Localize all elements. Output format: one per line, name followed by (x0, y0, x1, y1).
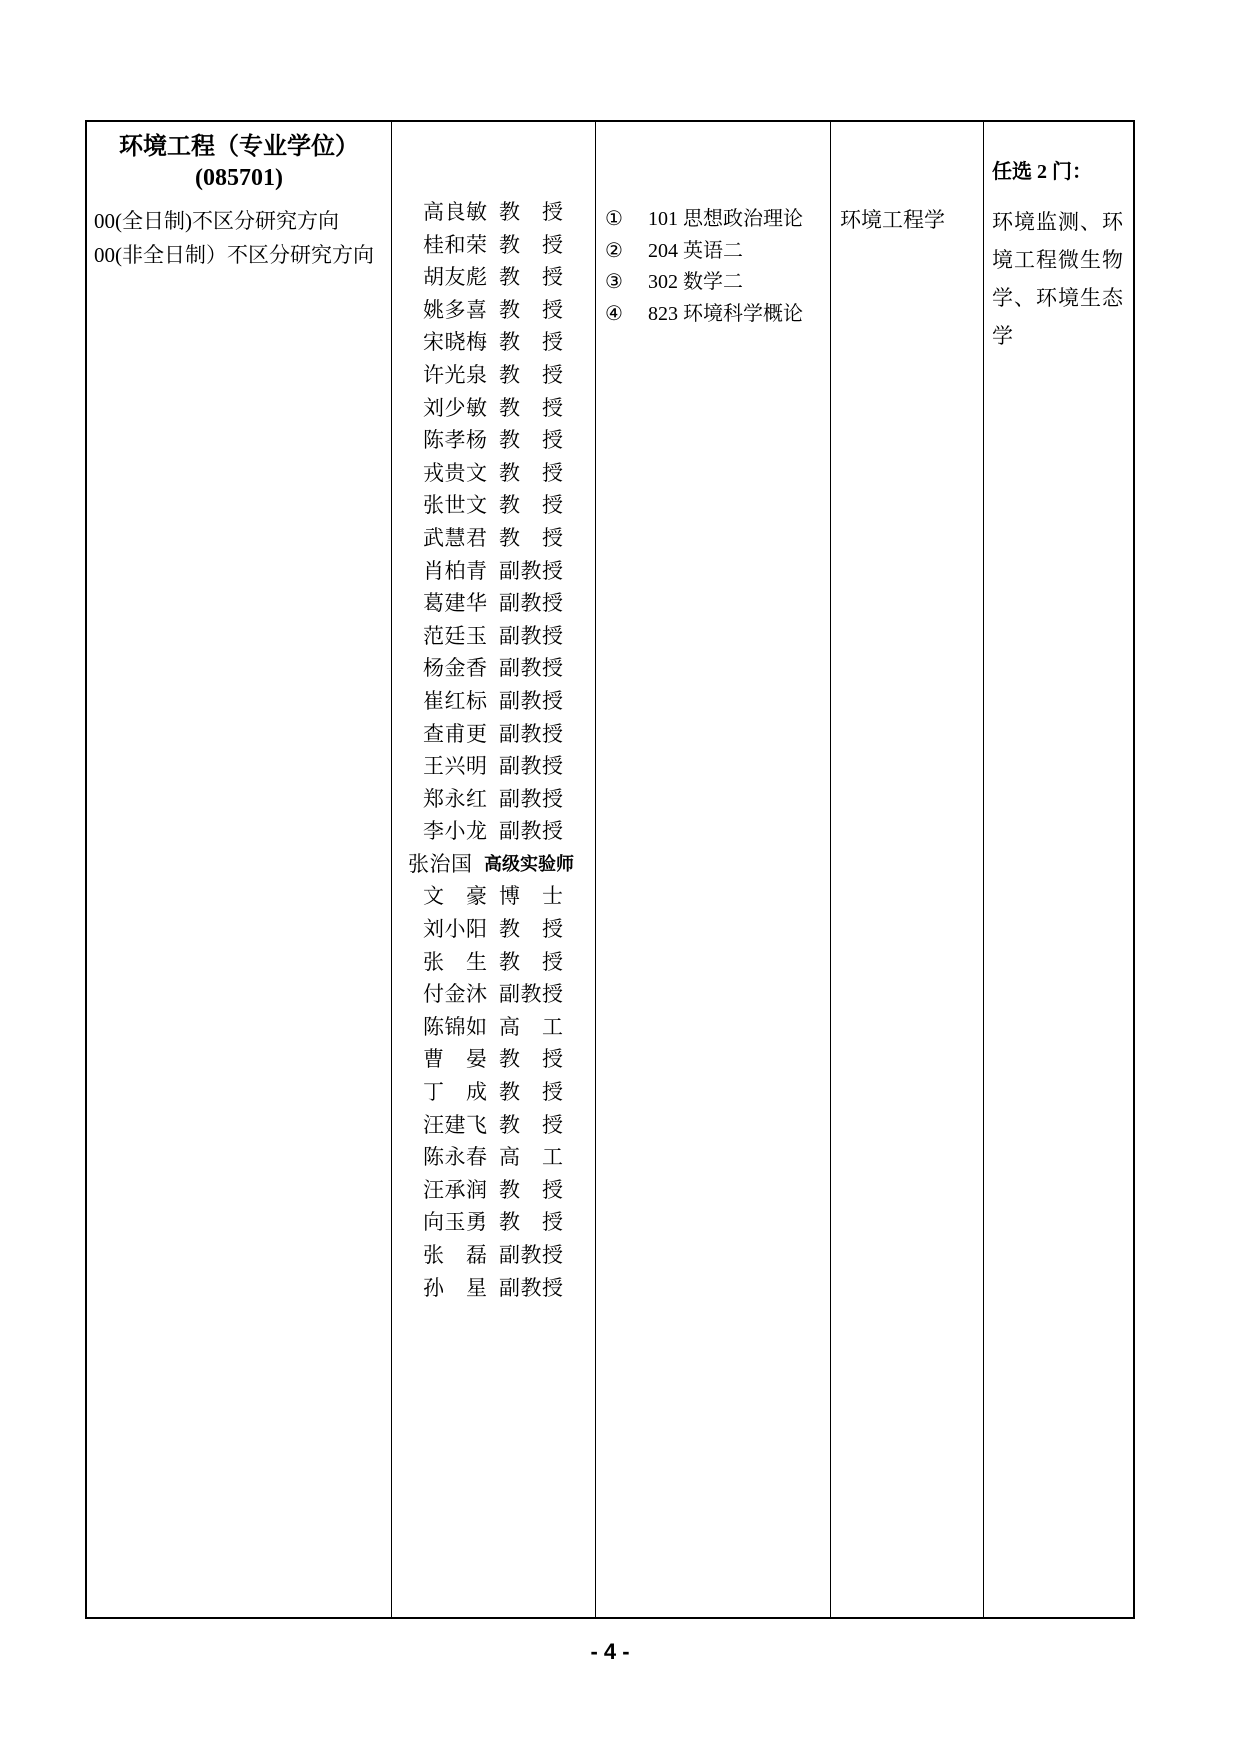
supervisor-row (423, 815, 574, 848)
supervisor-name: 张 生 (423, 949, 487, 974)
exam-column (596, 122, 831, 1617)
direction-list (94, 204, 374, 272)
supervisor-row (423, 294, 574, 327)
supervisor-row (423, 1109, 574, 1142)
supervisor-title: 副教授 (499, 1243, 563, 1267)
supervisor-row (423, 718, 574, 751)
program-column (87, 122, 392, 1617)
retest-column (831, 122, 984, 1617)
exam-item (605, 236, 803, 268)
supervisor-title: 教 授 (499, 232, 563, 257)
page-number: - 4 - (590, 1639, 630, 1664)
supervisor-title: 副教授 (499, 688, 563, 713)
additional-column (984, 122, 1133, 1617)
supervisor-row (423, 1011, 574, 1044)
supervisor-title: 高 工 (499, 1145, 563, 1170)
supervisor-name: 许光泉 (423, 362, 487, 387)
supervisor-name: 付金沐 (423, 982, 487, 1007)
supervisor-name: 崔红标 (423, 688, 487, 713)
supervisor-title: 高级实验师 (484, 853, 574, 874)
supervisor-title: 博 士 (499, 884, 563, 909)
supervisor-name: 高良敏 (423, 200, 487, 224)
supervisor-name: 杨金香 (423, 656, 487, 681)
supervisor-name: 葛建华 (423, 591, 487, 616)
supervisor-name: 陈永春 (423, 1145, 487, 1170)
supervisor-name: 汪承润 (423, 1177, 487, 1202)
supervisor-name: 张治国 (408, 851, 472, 876)
supervisor-title: 教 授 (499, 1112, 563, 1137)
supervisor-row (423, 555, 574, 588)
supervisor-title: 副教授 (499, 982, 563, 1007)
supervisor-name: 孙 星 (423, 1275, 487, 1300)
supervisor-row (423, 913, 574, 946)
supervisor-row (423, 489, 574, 522)
supervisor-title: 副教授 (499, 623, 563, 648)
supervisor-column (392, 122, 596, 1617)
supervisor-title: 教 授 (499, 428, 563, 453)
supervisor-title: 教 授 (499, 1080, 563, 1105)
supervisor-row (408, 848, 574, 881)
supervisor-name: 张 磊 (423, 1243, 487, 1267)
supervisor-name: 查甫更 (423, 721, 487, 746)
supervisor-title: 教 授 (499, 949, 563, 974)
supervisor-name: 桂和荣 (423, 232, 487, 257)
supervisor-row (423, 750, 574, 783)
retest-subject: 环境工程学 (840, 208, 945, 232)
supervisor-title: 教 授 (499, 1177, 563, 1202)
supervisor-title: 副教授 (499, 819, 563, 844)
supervisor-row (423, 1174, 574, 1207)
supervisor-name: 李小龙 (423, 819, 487, 844)
exam-item (605, 267, 803, 299)
supervisor-row (423, 392, 574, 425)
supervisor-title: 教 授 (499, 460, 563, 485)
supervisor-name: 肖柏青 (423, 558, 487, 583)
supervisor-title: 副教授 (499, 591, 563, 616)
exam-list (605, 204, 803, 330)
supervisor-title: 副教授 (499, 1275, 563, 1300)
supervisor-name: 戎贵文 (423, 460, 487, 485)
supervisor-title: 教 授 (499, 493, 563, 518)
supervisor-row (423, 261, 574, 294)
supervisor-name: 范廷玉 (423, 623, 487, 648)
supervisor-name: 汪建飞 (423, 1112, 487, 1137)
supervisor-row (423, 880, 574, 913)
supervisor-row (423, 457, 574, 490)
supervisor-title: 教 授 (499, 297, 563, 322)
supervisor-row (423, 620, 574, 653)
supervisor-row (423, 326, 574, 359)
supervisor-row (423, 1206, 574, 1239)
supervisor-row (423, 229, 574, 262)
supervisor-row (423, 1141, 574, 1174)
exam-item (605, 299, 803, 331)
supervisor-row (423, 359, 574, 392)
supervisor-title: 教 授 (499, 917, 563, 942)
supervisor-name: 王兴明 (423, 754, 487, 779)
program-heading (87, 132, 391, 194)
supervisor-row (423, 978, 574, 1011)
supervisor-title: 教 授 (499, 395, 563, 420)
supervisor-row (423, 424, 574, 457)
supervisor-title: 副教授 (499, 721, 563, 746)
supervisor-row (423, 652, 574, 685)
exam-number-mark: ① (605, 208, 623, 230)
supervisor-name: 郑永红 (423, 786, 487, 811)
supervisor-title: 教 授 (499, 330, 563, 355)
supervisor-title: 副教授 (499, 754, 563, 779)
supervisor-title: 高 工 (499, 1014, 563, 1039)
supervisor-row (423, 783, 574, 816)
supervisor-name: 刘少敏 (423, 395, 487, 420)
supervisor-title: 副教授 (499, 558, 563, 583)
program-title: 环境工程（专业学位） (119, 134, 359, 160)
supervisor-title: 教 授 (499, 200, 563, 224)
supervisor-row (423, 1239, 574, 1272)
supervisor-name: 胡友彪 (423, 265, 487, 290)
direction-item: 00(全日制)不区分研究方向 (94, 209, 339, 233)
supervisor-row (423, 1076, 574, 1109)
supervisor-row (423, 196, 574, 229)
supervisor-row (423, 587, 574, 620)
enrollment-table (85, 120, 1135, 1619)
exam-number-mark: ④ (605, 302, 623, 325)
exam-subject: 823 环境科学概论 (648, 302, 803, 325)
exam-number-mark: ③ (605, 271, 623, 293)
supervisor-name: 曹 晏 (423, 1047, 487, 1072)
supervisor-row (423, 946, 574, 979)
supervisor-title: 副教授 (499, 786, 563, 811)
exam-subject: 101 思想政治理论 (648, 208, 803, 230)
supervisor-list (408, 196, 574, 1304)
supervisor-name: 张世文 (423, 493, 487, 518)
supervisor-name: 向玉勇 (423, 1210, 487, 1235)
additional-heading: 任选 2 门： (992, 161, 1092, 183)
supervisor-name: 武慧君 (423, 525, 487, 550)
supervisor-name: 丁 成 (423, 1080, 487, 1105)
supervisor-name: 陈孝杨 (423, 428, 487, 453)
supervisor-title: 教 授 (499, 265, 563, 290)
supervisor-row (423, 1272, 574, 1305)
supervisor-name: 姚多喜 (423, 297, 487, 322)
exam-number-mark: ② (605, 239, 623, 262)
supervisor-name: 刘小阳 (423, 917, 487, 942)
supervisor-title: 副教授 (499, 656, 563, 681)
exam-subject: 204 英语二 (648, 239, 743, 262)
additional-subjects: 环境监测、环境工程微生物学、环境生态学 (992, 210, 1124, 348)
exam-item (605, 204, 803, 236)
supervisor-title: 教 授 (499, 1047, 563, 1072)
supervisor-name: 文 豪 (423, 884, 487, 909)
supervisor-title: 教 授 (499, 525, 563, 550)
supervisor-name: 陈锦如 (423, 1014, 487, 1039)
direction-item: 00(非全日制）不区分研究方向 (94, 243, 374, 267)
supervisor-row (423, 1043, 574, 1076)
supervisor-title: 教 授 (499, 1210, 563, 1235)
program-code: (085701) (195, 165, 283, 191)
supervisor-name: 宋晓梅 (423, 330, 487, 355)
supervisor-row (423, 522, 574, 555)
exam-subject: 302 数学二 (648, 271, 743, 293)
supervisor-title: 教 授 (499, 362, 563, 387)
supervisor-row (423, 685, 574, 718)
